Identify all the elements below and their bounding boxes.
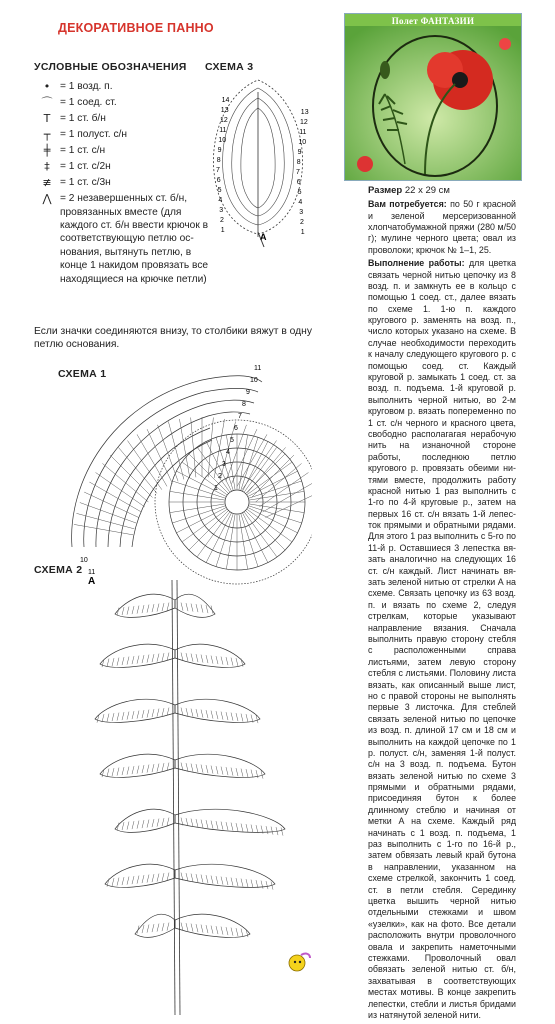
legend-item-text: = 2 незавершенных ст. б/н, провязанных вместе (для каждого ст. б/н ввести крючок в соответствующую петлю основания, вытянуть петлю, в конце 1 накидом провязать все находящиеся на крючке петли) [60, 193, 209, 285]
scheme-2-stitch [206, 765, 208, 773]
scheme-2-stitch [186, 653, 188, 661]
scheme-1-stitch [197, 512, 230, 557]
scheme-2-stitch [196, 924, 198, 932]
scheme-3-row-number: 10 [218, 137, 227, 144]
scheme-1-stitch [182, 509, 227, 542]
scheme-2-stitch [236, 878, 238, 886]
scheme-3-row-number: 12 [220, 117, 228, 124]
scheme-1-stitch [239, 514, 248, 569]
scheme-1-row-number: 9 [246, 389, 250, 396]
scheme-1-heading: СХЕМА 1 [58, 368, 107, 380]
scheme-2-stitch [251, 770, 253, 778]
scheme-2-stitch [122, 712, 124, 720]
scheme-2-stitch [231, 658, 233, 666]
scheme-3-row-number: 7 [216, 167, 220, 174]
scheme-2-stitch [181, 653, 183, 661]
scheme-2-stitch [216, 711, 218, 719]
scheme-2-stitch [191, 654, 193, 662]
scheme-2-stitch [107, 659, 109, 667]
scheme-2-stitch [186, 923, 188, 931]
scheme-2-stitch [137, 656, 139, 664]
scheme-2-stitch [147, 765, 149, 773]
scheme-1-petal-stitch [191, 417, 196, 477]
scheme-1-petal-stitch [232, 429, 257, 483]
scheme-2-stitch [152, 924, 154, 932]
scheme-2-stitch [112, 713, 114, 721]
scheme-2-stitch [186, 873, 188, 881]
scheme-2-stitch [127, 767, 129, 775]
scheme-2-leaf [175, 754, 265, 777]
scheme-2-stitch [201, 605, 203, 613]
scheme-2-stitch [246, 714, 248, 722]
scheme-1-row-number: 4 [226, 449, 230, 456]
scheme-2-stitch [147, 820, 149, 828]
scheme-2-stitch [127, 712, 129, 720]
scheme-1-stitch [170, 504, 225, 513]
scheme-2-stitch [167, 653, 169, 661]
legend-item-text: = 1 ст. с/2н [60, 161, 111, 173]
legend-item-text: = 1 соед. ст. [60, 97, 117, 109]
scheme-2-stitch [226, 927, 228, 935]
scheme-2-stitch [221, 822, 223, 830]
scheme-1-stitch [248, 506, 301, 523]
scheme-1-stitch [172, 506, 225, 523]
scheme-2-stitch [122, 767, 124, 775]
scheme-2-stitch [216, 876, 218, 884]
scheme-2-stitch [137, 606, 139, 614]
scheme-2-stitch [147, 605, 149, 613]
scheme-2-stitch [231, 768, 233, 776]
scheme-2-stitch [251, 880, 253, 888]
scheme-1-petal-stitch [84, 492, 138, 517]
scheme-3-heading: СХЕМА 3 [205, 61, 254, 73]
scheme-3-row-number: 6 [296, 179, 301, 186]
scheme-2-leaf [175, 594, 215, 617]
legend-heading: УСЛОВНЫЕ ОБОЗНАЧЕНИЯ [34, 61, 187, 73]
scheme-2-stitch [246, 769, 248, 777]
scheme-1-row-number: 10 [250, 377, 258, 384]
scheme-2-stitch [132, 821, 134, 829]
scheme-2-stitch [281, 828, 283, 836]
scheme-2-stitch [117, 713, 119, 721]
scheme-2-stitch [241, 879, 243, 887]
scheme-2-stitch [201, 925, 203, 933]
scheme-1-stitch [244, 447, 277, 492]
scheme-2-stitch [137, 876, 139, 884]
scheme-2-stitch [221, 712, 223, 720]
scheme-2-stitch [132, 711, 134, 719]
scheme-2-stitch [147, 925, 149, 933]
scheme-2-stitch [241, 824, 243, 832]
scheme-2-stitch [112, 878, 114, 886]
scheme-1-row-number: 6 [234, 425, 238, 432]
legend-item [34, 176, 219, 191]
scheme-2-arrow-label: A [88, 576, 96, 587]
scheme-2-stitch [117, 608, 119, 616]
scheme-3-row-number: 6 [216, 177, 221, 184]
scheme-3-row-number: 2 [220, 217, 224, 224]
scheme-1-row-number: 10 [80, 557, 88, 564]
scheme-1-stitch [244, 512, 277, 557]
t-icon: T [43, 112, 51, 126]
scheme-2-stitch [162, 653, 164, 661]
scheme-2-stitch [206, 710, 208, 718]
scheme-3-row-number: 9 [297, 149, 302, 156]
scheme-2-leaf [175, 914, 250, 937]
scheme-1-diagram [62, 362, 312, 592]
scheme-2-stitch [132, 766, 134, 774]
scheme-2-stitch [157, 874, 159, 882]
legend-item-text: = 1 полуст. с/н [60, 129, 127, 141]
scheme-2-stitch [142, 875, 144, 883]
scheme-2-stitch [127, 607, 129, 615]
scheme-2-stitch [221, 877, 223, 885]
scheme-2-stitch [246, 879, 248, 887]
scheme-2-stitch [142, 925, 144, 933]
scheme-2-stitch [191, 764, 193, 772]
scheme-2-stitch [152, 709, 154, 717]
scheme-2-stitch [152, 654, 154, 662]
scheme-2-stitch [191, 709, 193, 717]
scheme-2-stitch [241, 769, 243, 777]
cross-icon: ╪ [43, 144, 51, 158]
scheme-2-stitch [162, 763, 164, 771]
scheme-2-stitch [147, 710, 149, 718]
instructions-label: Выполнение работы: [368, 258, 465, 269]
legend [34, 80, 219, 288]
joining-note: Если значки соединяются внизу, то столбики вяжут в одну петлю основания. [34, 326, 313, 351]
scheme-2-stitch [167, 708, 169, 716]
legend-item [34, 144, 219, 159]
scheme-2-stitch [167, 923, 169, 931]
scheme-2-stitch [142, 710, 144, 718]
finished-panel-photo [344, 13, 522, 181]
scheme-2-stitch [152, 819, 154, 827]
scheme-2-stitch [196, 604, 198, 612]
scheme-2-stitch [157, 819, 159, 827]
scheme-2-stitch [251, 825, 253, 833]
scheme-1-row-number: 11 [88, 569, 96, 576]
scheme-2-stitch [112, 768, 114, 776]
scheme-1-row-number: 1 [214, 485, 218, 492]
scheme-2-stitch [211, 821, 213, 829]
materials-label: Вам потребуется: [368, 199, 447, 210]
scheme-2-stitch [181, 603, 183, 611]
scheme-2-stitch [206, 925, 208, 933]
t-bold-icon: ┬ [43, 128, 51, 142]
legend-item [34, 112, 219, 127]
scheme-3-row-number: 3 [299, 209, 304, 216]
scheme-2-stitch [236, 658, 238, 666]
scheme-3-arrow-label: A [260, 232, 267, 242]
scheme-1-petal-stitch [80, 503, 136, 524]
scheme-1-stitch [247, 509, 292, 542]
scheme-1-stitch [249, 504, 304, 513]
scheme-2-stitch [132, 606, 134, 614]
scheme-1-petal-stitch [247, 447, 286, 493]
scheme-2-stitch [137, 821, 139, 829]
scheme-2-stitch [152, 764, 154, 772]
scheme-2-stitch [191, 924, 193, 932]
scheme-2-stitch [231, 928, 233, 936]
scheme-2-stitch [196, 819, 198, 827]
scheme-3-row-number: 8 [296, 159, 301, 166]
scheme-2-stitch [186, 818, 188, 826]
legend-item [34, 96, 219, 111]
scheme-2-stitch [206, 655, 208, 663]
scheme-2-leaf [105, 864, 175, 887]
scheme-2-stitch [231, 823, 233, 831]
scheme-2-stitch [196, 874, 198, 882]
legend-item-text: = 1 ст. с/3н [60, 177, 111, 189]
scheme-2-stitch [132, 876, 134, 884]
chevron-up-icon: ⋀ [42, 192, 52, 206]
scheme-2-leaf [115, 809, 175, 832]
scheme-2-stitch [256, 880, 258, 888]
scheme-2-stitch [216, 656, 218, 664]
scheme-1-stitch [170, 491, 225, 500]
scheme-2-stitch [196, 654, 198, 662]
scheme-1-row-number: 5 [230, 437, 234, 444]
scheme-2-stitch [196, 764, 198, 772]
scheme-2-stitch [127, 877, 129, 885]
scheme-1-row-number: 2 [218, 473, 222, 480]
scheme-1-stitch [216, 513, 233, 566]
scheme-2-stitch [201, 820, 203, 828]
legend-item [34, 128, 219, 143]
page-title: ДЕКОРАТИВНОЕ ПАННО [58, 21, 214, 35]
scheme-1-row-number: 7 [238, 413, 242, 420]
scheme-2-stitch [236, 928, 238, 936]
scheme-2-stitch [191, 874, 193, 882]
scheme-2-stitch [191, 604, 193, 612]
scheme-1-stitch [239, 435, 248, 490]
scheme-2-stitch [157, 764, 159, 772]
scheme-2-stitch [127, 657, 129, 665]
scheme-2-stitch [162, 923, 164, 931]
scheme-2-stitch [157, 654, 159, 662]
scheme-2-stitch [122, 657, 124, 665]
scheme-2-stitch [147, 655, 149, 663]
scheme-2-stitch [102, 714, 104, 722]
scheme-3-row-number: 12 [300, 119, 308, 126]
scheme-2-stitch [246, 824, 248, 832]
scheme-2-stitch [221, 657, 223, 665]
scheme-2-stitch [206, 875, 208, 883]
scheme-2-stitch [211, 766, 213, 774]
scheme-2-stitch [216, 821, 218, 829]
instructions-column [368, 185, 516, 1023]
scheme-3-row-number: 5 [217, 187, 222, 194]
scheme-2-stitch [241, 714, 243, 722]
scheme-3-row-number: 7 [296, 169, 300, 176]
scheme-2-stitch [266, 881, 268, 889]
scheme-2-stitch [201, 710, 203, 718]
scheme-2-stitch [191, 819, 193, 827]
scheme-2-stitch [167, 603, 169, 611]
scheme-2-stitch [211, 876, 213, 884]
scheme-1-stitch [241, 513, 258, 566]
scheme-2-stitch [271, 827, 273, 835]
scheme-2-stitch [236, 823, 238, 831]
scheme-2-stitch [226, 657, 228, 665]
scheme-2-leaf [135, 914, 175, 937]
scheme-1-row-number: 11 [254, 365, 262, 372]
scheme-3-row-number: 14 [221, 97, 230, 104]
scheme-2-stitch [211, 926, 213, 934]
scheme-2-stitch [122, 607, 124, 615]
scheme-2-stitch [226, 877, 228, 885]
scheme-1-row-number: 8 [242, 401, 246, 408]
scheme-2-stitch [266, 826, 268, 834]
scheme-2-stitch [117, 658, 119, 666]
mascot-icon [286, 950, 312, 974]
scheme-2-stitch [137, 711, 139, 719]
scheme-2-leaf [115, 594, 175, 617]
scheme-3-row-number: 10 [298, 139, 307, 146]
scheme-3-row-number: 5 [297, 189, 302, 196]
scheme-3-row-number: 11 [299, 129, 307, 136]
scheme-2-stitch [137, 766, 139, 774]
scheme-3-row-number: 11 [219, 127, 227, 134]
triple-cross-icon: ≢ [42, 176, 52, 190]
scheme-2-stitch [186, 763, 188, 771]
scheme-2-stitch [152, 874, 154, 882]
scheme-3-row-number: 1 [300, 229, 305, 236]
scheme-2-stitch [181, 923, 183, 931]
scheme-2-stitch [241, 929, 243, 937]
scheme-2-leaf [100, 754, 175, 777]
scheme-2-stitch [186, 708, 188, 716]
scheme-2-stitch [147, 875, 149, 883]
scheme-2-leaf [100, 644, 175, 667]
scheme-2-stitch [127, 822, 129, 830]
scheme-2-stitch [157, 924, 159, 932]
scheme-2-stitch [122, 877, 124, 885]
scheme-2-stitch [152, 604, 154, 612]
scheme-2-stitch [122, 822, 124, 830]
scheme-2-stitch [112, 658, 114, 666]
poppy-panel-image [345, 14, 521, 180]
scheme-2-stitch [211, 656, 213, 664]
scheme-2-stitch [162, 818, 164, 826]
scheme-2-stitch [186, 603, 188, 611]
scheme-2-stitch [201, 765, 203, 773]
scheme-2-stitch [107, 769, 109, 777]
double-cross-icon: ‡ [44, 160, 50, 174]
arc-icon: ⌒ [41, 96, 53, 110]
scheme-3-row-number: 13 [300, 109, 309, 116]
legend-item-text: = 1 возд. п. [60, 81, 113, 92]
scheme-2-stitch [132, 656, 134, 664]
scheme-2-stitch [142, 765, 144, 773]
materials-text: по 50 г красной и зеленой мерсеризованной хлопчатобумажной пряжи (280 м/50 г); мулине черного цвета; овал из проволоки; крючок № 1–1, 25. [368, 199, 517, 255]
scheme-1-stitch [226, 514, 235, 569]
scheme-3-row-number: 4 [218, 197, 223, 204]
scheme-2-stitch [206, 820, 208, 828]
scheme-2-stitch [142, 605, 144, 613]
scheme-2-stitch [167, 763, 169, 771]
scheme-2-stitch [142, 820, 144, 828]
scheme-2-stitch [231, 713, 233, 721]
scheme-2-stitch [256, 825, 258, 833]
scheme-2-stitch [167, 818, 169, 826]
scheme-2-stitch [162, 603, 164, 611]
scheme-2-stitch [157, 709, 159, 717]
scheme-3-row-number: 4 [298, 199, 303, 206]
scheme-2-stitch [117, 768, 119, 776]
scheme-2-stitch [216, 926, 218, 934]
scheme-1-petal-stitch [118, 447, 157, 493]
legend-item [34, 160, 219, 175]
legend-item-text: = 1 ст. б/н [60, 113, 106, 125]
scheme-3-row-number: 2 [300, 219, 304, 226]
scheme-2-stitch [221, 767, 223, 775]
scheme-3-row-number: 1 [220, 227, 225, 234]
scheme-2-stitch [107, 714, 109, 722]
scheme-2-leaf [95, 699, 175, 722]
scheme-1-petal-stitch [147, 429, 172, 483]
legend-item [34, 80, 219, 95]
scheme-3-row-number: 9 [217, 147, 222, 154]
scheme-2-leaf [175, 864, 275, 887]
scheme-3-row-number: 13 [220, 107, 229, 114]
legend-item [34, 192, 219, 286]
scheme-2-stitch [226, 822, 228, 830]
scheme-2-stitch [201, 875, 203, 883]
magazine-heading: Полет ФАНТАЗИИ [391, 16, 475, 26]
scheme-2-stitch [162, 873, 164, 881]
size-label: Размер [368, 185, 403, 196]
scheme-2-stitch [236, 713, 238, 721]
scheme-1-petal-stitch [158, 425, 179, 481]
instructions-text: для цветка связать черной нитью цепочку из 8 возд. п. и замкнуть ее в кольцо с помощью 1 соед. ст., далее вязать по схеме 1. 1-ю п. каждого кругового р. заменять на возд. п., число которых указано на схеме. В случае необходимости переходить к началу следующего кругового р. с помощью соед. ст. Каждый круговой р. замыкать 1 соед. ст. за возд. п. подъема. 1-й круговой р. выполнить черной нитью, во 2-м круговом р. вязать попеременно по 1 ст. с/н черного и красного цвета, свободно располагагая нерабочую нить на изнаночной стороне работы, последнюю петлю кругового р. провязать обеими нитями вместе, продолжить работу красной нитью 1 раз выполнить с 1-го по 4-й круговые р., затем на первых 16 ст. с/н вязать 1-й лепесток прямыми и обратными рядами. Для этого 1 раз выполнить с 5-го по 11-й р. Оставшиеся 3 лепестка вязать аналогично на следующих 16 ст. с/н каждый. Лист начинать вязать зеленой нитью от стрелки А на схеме. Связать цепочку из 63 возд. п. и вязать по схеме 2, следуя стрелкам, которые указывают направление вязания. Сначала выполнить правую сторону стебля с расположенными справа листьями, затем левую сторону стебля с листьями. Половину листа вязать, как описанный выше лист, но с правой стороны не выполнять первые 3 листочка. Для стеблей связать зеленой нитью по цепочке из возд. п. длиной 17 см и 18 см и выполнить на каждой цепочке по 1 р. полуст. с/н, заменяя 1-й полуст. с/н на 3 возд. п. подъема. Бутон вязать зеленой нитью по схеме 3 прямыми и обратными рядами, присоединяя бутон к более длинному стеблю и начиная от метки А на схеме. Каждый ряд начинать с 1 возд. п. подъема, 1 раз выполнить с 1-го по 16-й р., затем обвязать левый край бутона в направлении, указанном на схеме стрелкой, закончить 1 соед. ст. в петли стебля. Серединку цветка вышить черной нитью отдельными стежками и швом «узелки», как на фото. Все детали расположить внутри проволочного овала и закрепить наметочными стежками. Проволочный овал обвязать зеленой нитью ст. б/н, захватывая в соответствующих местах мотивы. В конце закрепить лепестки, стебли и листья бридами из натянутой зеленой нити. [368, 258, 516, 1020]
scheme-2-stitch [226, 767, 228, 775]
scheme-2-stitch [236, 768, 238, 776]
scheme-2-stitch [226, 712, 228, 720]
scheme-3-row-number: 8 [216, 157, 221, 164]
scheme-3-diagram [198, 72, 328, 252]
scheme-3-row-number: 3 [219, 207, 224, 214]
dot-icon: • [43, 80, 51, 93]
scheme-2-stitch [117, 823, 119, 831]
scheme-2-stitch [216, 766, 218, 774]
scheme-2-heading: СХЕМА 2 [34, 564, 83, 576]
scheme-2-stitch [206, 605, 208, 613]
scheme-2-stitch [157, 604, 159, 612]
scheme-2-stitch [162, 708, 164, 716]
scheme-2-stitch [201, 655, 203, 663]
scheme-2-stitch [167, 873, 169, 881]
scheme-2-leaf [175, 644, 245, 667]
scheme-2-stitch [117, 878, 119, 886]
legend-item-text: = 1 ст. с/н [60, 145, 106, 157]
scheme-2-stitch [142, 655, 144, 663]
scheme-2-stitch [196, 709, 198, 717]
scheme-1-row-number: 3 [222, 461, 226, 468]
scheme-2-stitch [221, 927, 223, 935]
scheme-2-stitch [231, 878, 233, 886]
size-value: 22 х 29 см [404, 185, 450, 196]
scheme-2-stitch [211, 711, 213, 719]
scheme-1-petal-stitch [256, 463, 302, 502]
